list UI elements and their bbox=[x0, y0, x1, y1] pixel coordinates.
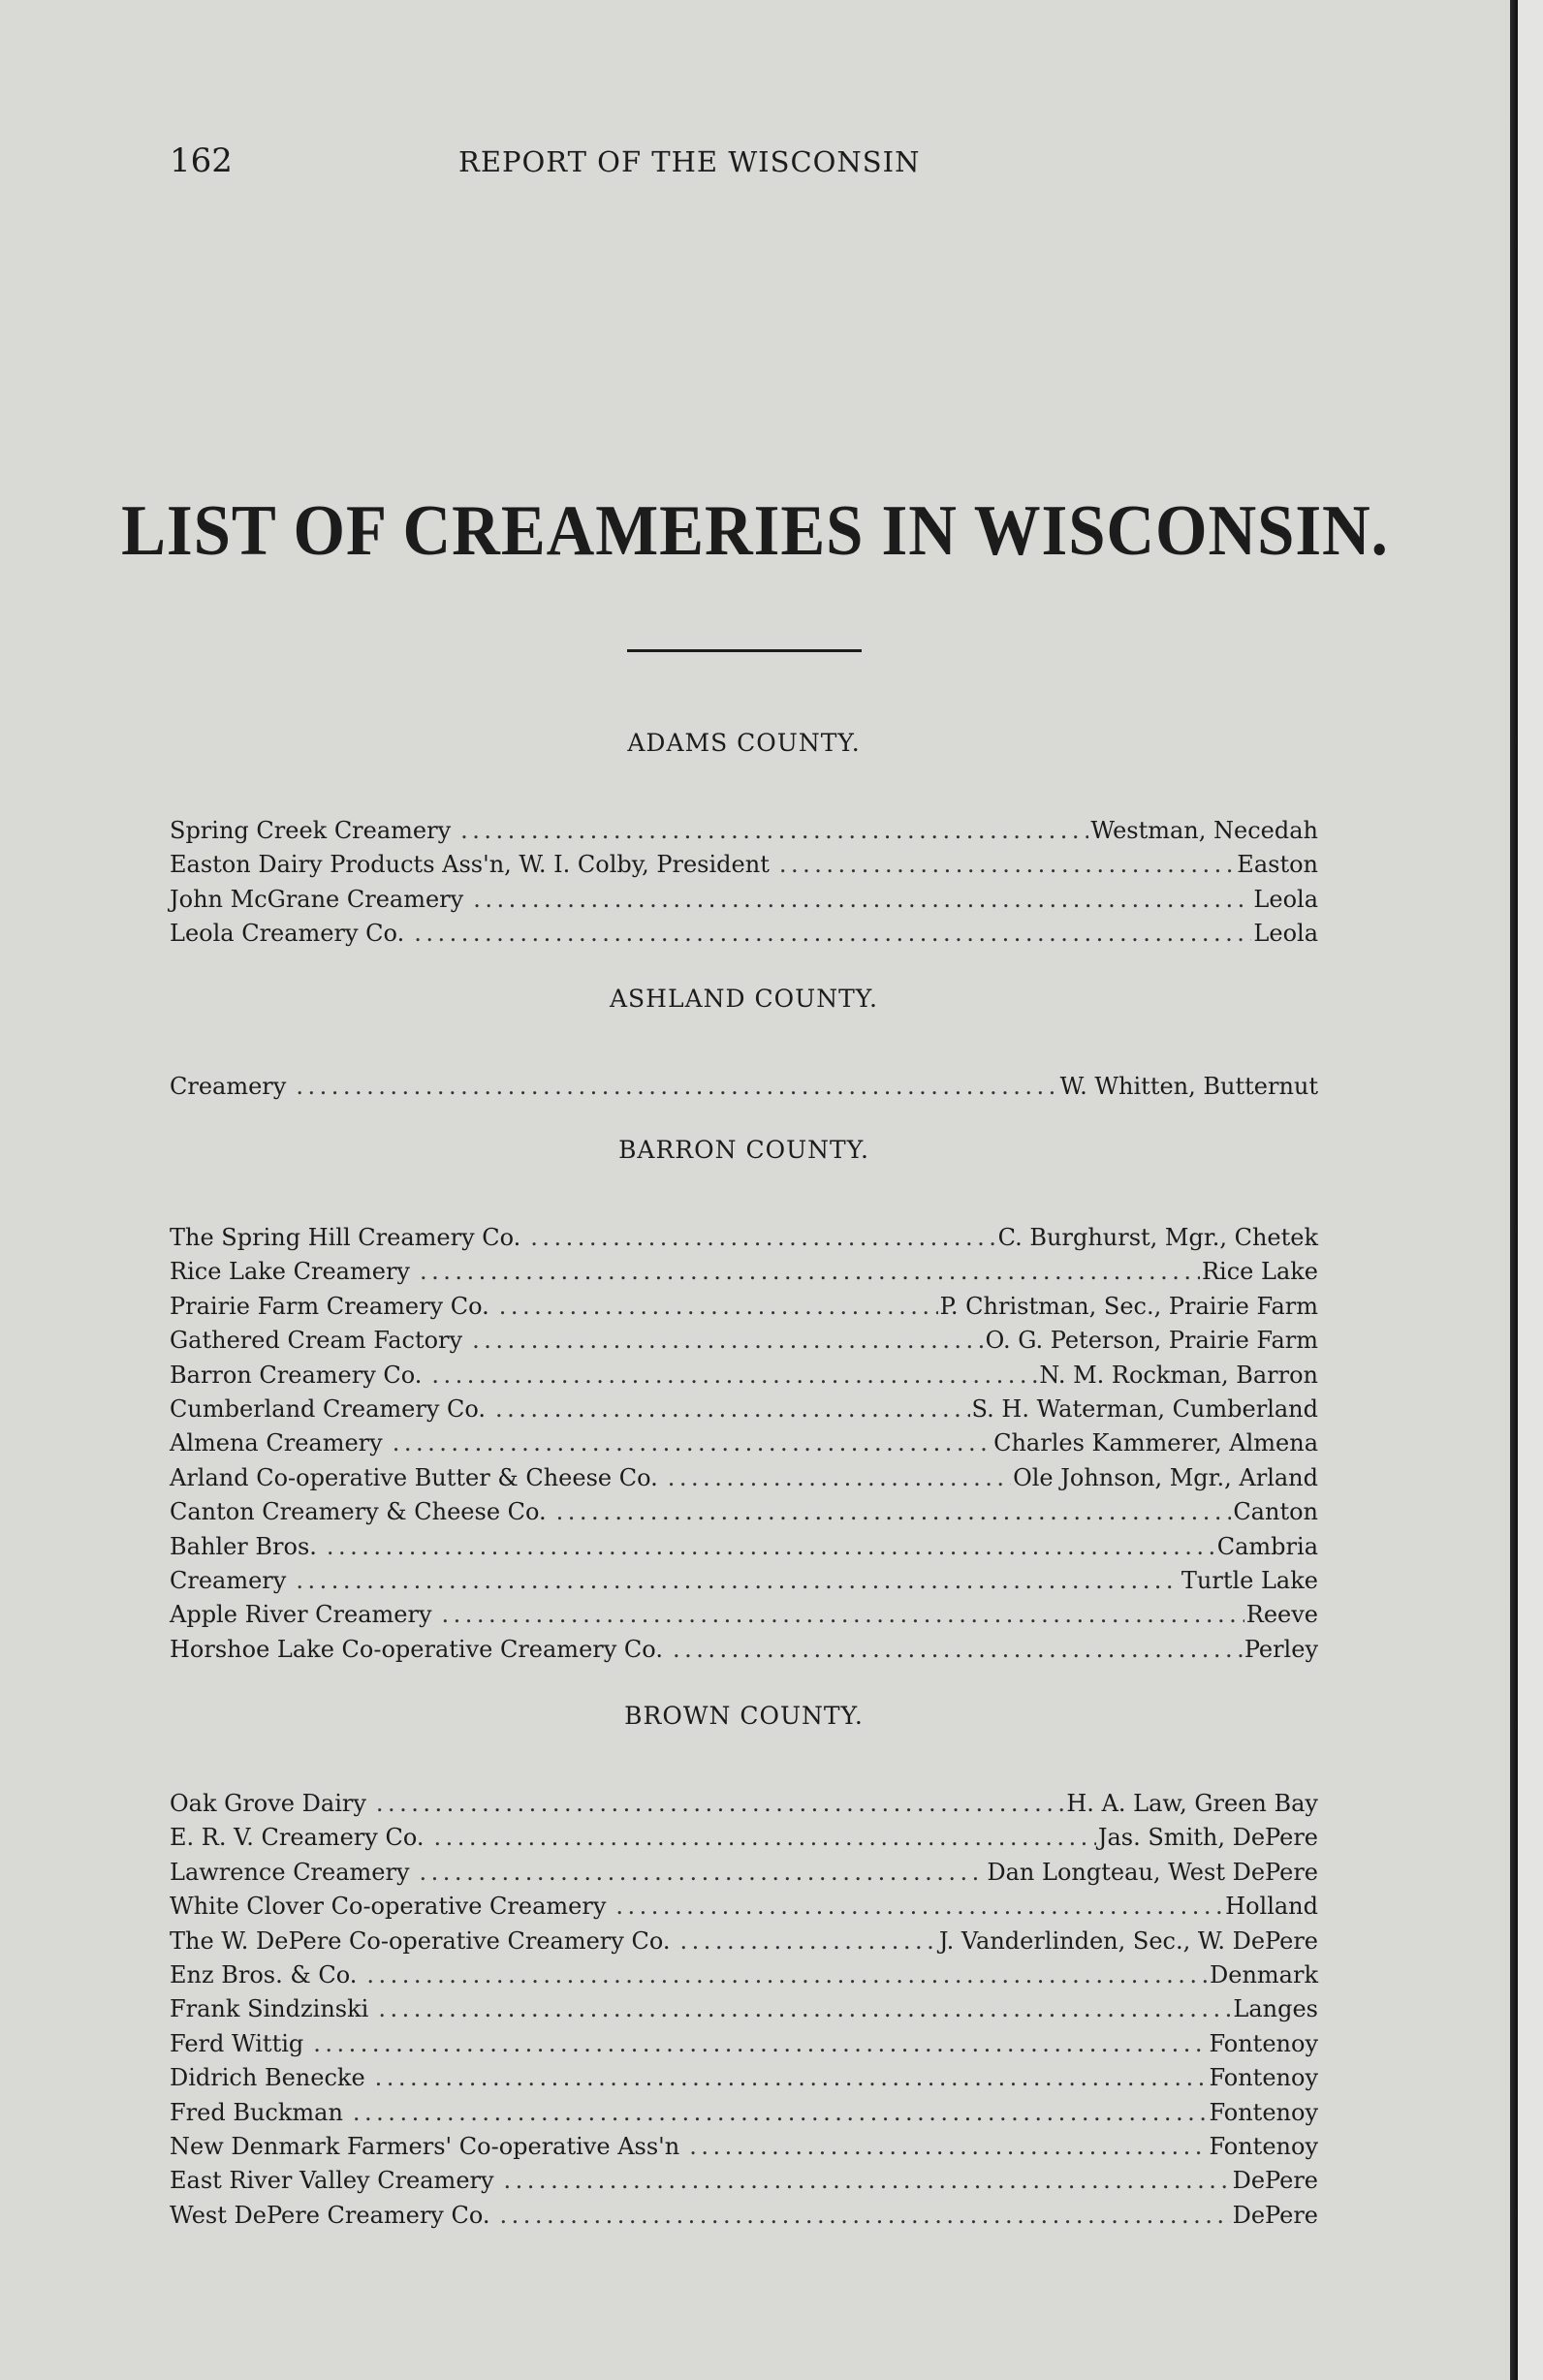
creamery-name: Canton Creamery & Cheese Co. bbox=[170, 1498, 547, 1526]
dot-leader bbox=[689, 2130, 1207, 2164]
creamery-entry bbox=[170, 1530, 1318, 1564]
creamery-location: Westman, Necedah bbox=[1090, 817, 1318, 844]
creamery-entry bbox=[170, 1393, 1318, 1426]
creamery-entry bbox=[170, 848, 1318, 882]
creamery-location: DePere bbox=[1232, 2167, 1318, 2195]
creamery-location: C. Burghurst, Mgr., Chetek bbox=[997, 1224, 1318, 1251]
creamery-name: East River Valley Creamery bbox=[170, 2167, 494, 2195]
page-title: LIST OF CREAMERIES IN WISCONSIN. bbox=[121, 491, 1389, 571]
page-number: 162 bbox=[170, 141, 233, 180]
dot-leader bbox=[473, 883, 1251, 917]
creamery-location: Reeve bbox=[1245, 1601, 1318, 1629]
dot-leader bbox=[530, 1221, 995, 1255]
creamery-name: White Clover Co-operative Creamery bbox=[170, 1893, 607, 1921]
creamery-location: Perley bbox=[1244, 1635, 1318, 1663]
creamery-entry bbox=[170, 1461, 1318, 1495]
dot-leader bbox=[495, 1393, 970, 1426]
creamery-location: Jas. Smith, DePere bbox=[1097, 1824, 1318, 1852]
creamery-entry bbox=[170, 1633, 1318, 1667]
dot-leader bbox=[556, 1495, 1232, 1529]
creamery-entry bbox=[170, 1495, 1318, 1529]
creamery-location: DePere bbox=[1232, 2201, 1318, 2229]
creamery-location: Leola bbox=[1253, 920, 1318, 948]
creamery-name: Barron Creamery Co. bbox=[170, 1361, 423, 1389]
creamery-location: Easton bbox=[1237, 851, 1318, 879]
creamery-name: Frank Sindzinski bbox=[170, 1995, 369, 2023]
dot-leader bbox=[420, 1255, 1200, 1289]
creamery-entry bbox=[170, 1992, 1318, 2026]
title-rule bbox=[627, 649, 862, 652]
creamery-entry bbox=[170, 1890, 1318, 1924]
creamery-entry bbox=[170, 1221, 1318, 1255]
creamery-entry bbox=[170, 2027, 1318, 2061]
creamery-name: The Spring Hill Creamery Co. bbox=[170, 1224, 521, 1251]
creamery-name: Enz Bros. & Co. bbox=[170, 1960, 358, 1989]
creamery-name: Apple River Creamery bbox=[170, 1601, 432, 1629]
creamery-name: Easton Dairy Products Ass'n, W. I. Colby, President bbox=[170, 851, 770, 879]
dot-leader bbox=[434, 1821, 1096, 1855]
creamery-location: Leola bbox=[1253, 885, 1318, 913]
creamery-name: Creamery bbox=[170, 1073, 287, 1100]
creamery-location: W. Whitten, Butternut bbox=[1059, 1073, 1318, 1100]
creamery-location: Langes bbox=[1233, 1995, 1318, 2023]
creamery-name: Fred Buckman bbox=[170, 2098, 343, 2126]
creamery-name: Arland Co-operative Butter & Cheese Co. bbox=[170, 1463, 658, 1491]
creamery-name: Spring Creek Creamery bbox=[170, 817, 452, 844]
county-heading: ASHLAND COUNTY. bbox=[610, 985, 878, 1013]
county-section bbox=[170, 985, 1318, 1104]
creamery-entry bbox=[170, 1070, 1318, 1104]
creamery-entry bbox=[170, 1856, 1318, 1890]
creamery-entry bbox=[170, 2096, 1318, 2130]
creamery-entry bbox=[170, 2130, 1318, 2164]
creamery-name: Rice Lake Creamery bbox=[170, 1258, 410, 1286]
dot-leader bbox=[615, 1890, 1223, 1924]
dot-leader bbox=[393, 1426, 992, 1460]
creamery-entry bbox=[170, 1426, 1318, 1460]
creamery-name: New Denmark Farmers' Co-operative Ass'n bbox=[170, 2132, 680, 2160]
creamery-location: Turtle Lake bbox=[1181, 1566, 1318, 1594]
creamery-location: J. Vanderlinden, Sec., W. DePere bbox=[938, 1926, 1318, 1955]
dot-leader bbox=[414, 917, 1251, 951]
creamery-entry bbox=[170, 1787, 1318, 1821]
creamery-name: Didrich Benecke bbox=[170, 2064, 365, 2092]
creamery-entry bbox=[170, 883, 1318, 917]
dot-leader bbox=[673, 1633, 1243, 1667]
creamery-name: Bahler Bros. bbox=[170, 1532, 317, 1560]
creamery-location: N. M. Rockman, Barron bbox=[1039, 1361, 1318, 1389]
scan-margin bbox=[1518, 0, 1543, 2380]
creamery-name: The W. DePere Co-operative Creamery Co. bbox=[170, 1926, 671, 1955]
dot-leader bbox=[375, 2061, 1208, 2095]
creamery-name: Lawrence Creamery bbox=[170, 1858, 410, 1886]
dot-leader bbox=[313, 2027, 1207, 2061]
creamery-location: Canton bbox=[1233, 1498, 1318, 1526]
creamery-location: Fontenoy bbox=[1209, 2064, 1318, 2092]
creamery-name: John McGrane Creamery bbox=[170, 885, 464, 913]
creamery-entry bbox=[170, 1598, 1318, 1632]
running-title: REPORT OF THE WISCONSIN bbox=[458, 145, 921, 178]
creamery-entry bbox=[170, 1255, 1318, 1289]
creamery-location: Fontenoy bbox=[1209, 2098, 1318, 2126]
creamery-location: Dan Longteau, West DePere bbox=[987, 1858, 1318, 1886]
dot-leader bbox=[327, 1530, 1215, 1564]
dot-leader bbox=[296, 1564, 1180, 1598]
creamery-entry bbox=[170, 1925, 1318, 1958]
creamery-name: Leola Creamery Co. bbox=[170, 920, 405, 948]
creamery-name: Cumberland Creamery Co. bbox=[170, 1394, 487, 1423]
creamery-name: E. R. V. Creamery Co. bbox=[170, 1824, 425, 1852]
dot-leader bbox=[378, 1992, 1231, 2026]
dot-leader bbox=[420, 1856, 986, 1890]
dot-leader bbox=[353, 2096, 1208, 2130]
creamery-entry bbox=[170, 1359, 1318, 1393]
creamery-location: Holland bbox=[1225, 1893, 1318, 1921]
dot-leader bbox=[504, 2164, 1231, 2198]
creamery-name: Almena Creamery bbox=[170, 1429, 383, 1457]
county-heading: BARRON COUNTY. bbox=[618, 1136, 869, 1164]
dot-leader bbox=[296, 1070, 1057, 1104]
creamery-entry bbox=[170, 2164, 1318, 2198]
dot-leader bbox=[366, 1958, 1208, 1992]
creamery-location: Charles Kammerer, Almena bbox=[993, 1429, 1318, 1457]
creamery-location: Fontenoy bbox=[1209, 2029, 1318, 2057]
county-section bbox=[170, 1702, 1318, 2233]
creamery-location: Fontenoy bbox=[1209, 2132, 1318, 2160]
dot-leader bbox=[376, 1787, 1064, 1821]
creamery-entry bbox=[170, 1324, 1318, 1358]
creamery-entry bbox=[170, 1821, 1318, 1855]
county-section bbox=[170, 1136, 1318, 1667]
creamery-location: P. Christman, Sec., Prairie Farm bbox=[939, 1292, 1318, 1320]
creamery-location: Denmark bbox=[1210, 1960, 1318, 1989]
creamery-entry bbox=[170, 917, 1318, 951]
creamery-entry bbox=[170, 2199, 1318, 2233]
creamery-location: Rice Lake bbox=[1201, 1258, 1318, 1286]
creamery-entry bbox=[170, 1958, 1318, 1992]
creamery-name: Gathered Cream Factory bbox=[170, 1327, 463, 1355]
dot-leader bbox=[500, 2199, 1231, 2233]
creamery-name: West DePere Creamery Co. bbox=[170, 2201, 490, 2229]
creamery-location: O. G. Peterson, Prairie Farm bbox=[985, 1327, 1318, 1355]
county-heading: BROWN COUNTY. bbox=[624, 1702, 864, 1730]
creamery-name: Horshoe Lake Co-operative Creamery Co. bbox=[170, 1635, 663, 1663]
creamery-name: Prairie Farm Creamery Co. bbox=[170, 1292, 489, 1320]
creamery-name: Oak Grove Dairy bbox=[170, 1790, 366, 1817]
creamery-entry bbox=[170, 814, 1318, 848]
creamery-name: Ferd Wittig bbox=[170, 2029, 304, 2057]
dot-leader bbox=[679, 1925, 936, 1958]
dot-leader bbox=[779, 848, 1235, 882]
dot-leader bbox=[442, 1598, 1244, 1632]
page-edge bbox=[1510, 0, 1518, 2380]
running-head bbox=[170, 141, 1328, 180]
dot-leader bbox=[460, 814, 1088, 848]
creamery-location: Ole Johnson, Mgr., Arland bbox=[1013, 1463, 1318, 1491]
dot-leader bbox=[499, 1290, 938, 1324]
dot-leader bbox=[472, 1324, 984, 1358]
creamery-location: S. H. Waterman, Cumberland bbox=[971, 1394, 1318, 1423]
county-section bbox=[170, 729, 1318, 952]
creamery-entry bbox=[170, 1290, 1318, 1324]
creamery-location: Cambria bbox=[1216, 1532, 1318, 1560]
creamery-location: H. A. Law, Green Bay bbox=[1066, 1790, 1318, 1817]
dot-leader bbox=[668, 1461, 1011, 1495]
creamery-entry bbox=[170, 1564, 1318, 1598]
creamery-entry bbox=[170, 2061, 1318, 2095]
dot-leader bbox=[431, 1359, 1037, 1393]
county-heading: ADAMS COUNTY. bbox=[627, 729, 861, 757]
creamery-name: Creamery bbox=[170, 1566, 287, 1594]
